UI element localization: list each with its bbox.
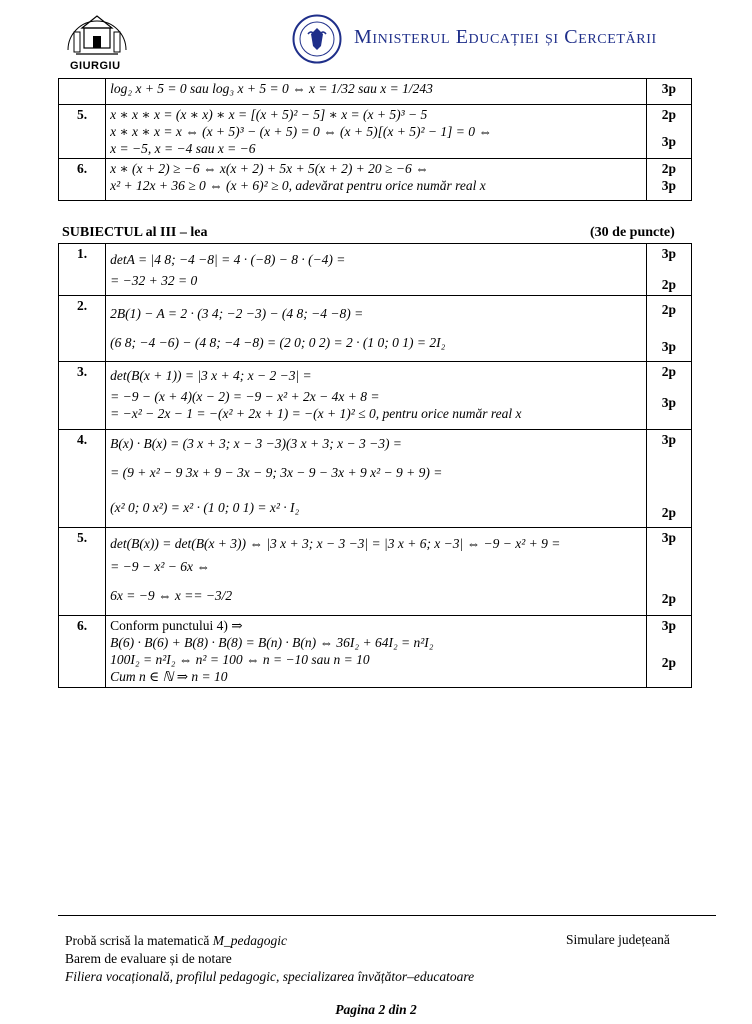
solution-line: x² + 12x + 36 ≥ 0 ⇔ (x + 6)² ≥ 0, adevărat pentru orice număr real x <box>110 178 486 193</box>
solution-line: 6x = −9 ⇔ x == −3/2 <box>110 588 233 603</box>
solution-line: B(x) · B(x) = (3 x + 3; x − 3 −3)(3 x + 3; x − 3 −3) = <box>110 436 402 451</box>
item-points <box>646 528 691 616</box>
item-points <box>646 430 691 528</box>
page-total: 2 <box>409 1002 417 1017</box>
section-title: SUBIECTUL al III – lea <box>62 225 208 240</box>
table-row <box>59 296 692 362</box>
item-solution <box>106 296 647 362</box>
points-value: 2p <box>661 505 677 520</box>
points-value: 2p <box>661 302 677 317</box>
item-points <box>646 159 691 201</box>
points-value: 3p <box>661 134 677 149</box>
solution-line: = (9 + x² − 9 3x + 9 − 3x − 9; 3x − 9 − 3x + 9 x² − 9 + 9) = <box>110 465 443 480</box>
item-number: 5. <box>59 528 106 616</box>
solution-line: = −9 − (x + 4)(x − 2) = −9 − x² + 2x − 4x + 8 = <box>110 389 380 404</box>
item-number: 6. <box>59 616 106 688</box>
footer-divider <box>58 915 716 916</box>
item-solution <box>106 430 647 528</box>
solution-line: (x² 0; 0 x²) = x² · (1 0; 0 1) = x² · I₂ <box>110 500 300 515</box>
points-value: 3p <box>661 395 677 410</box>
table-row <box>59 528 692 616</box>
solution-line: = −9 − x² − 6x ⇔ <box>110 559 210 574</box>
item-points <box>646 105 691 159</box>
solution-line: det(B(x)) = det(B(x + 3)) ⇔ |3 x + 3; x − 3 −3| = |3 x + 6; x −3| ⇔ −9 − x² + 9 = <box>110 536 561 551</box>
page-prefix: Pagina <box>335 1002 379 1017</box>
footer-line-2: Barem de evaluare și de notare <box>65 951 232 966</box>
ministry-title: Ministerul Educației și Cercetării <box>354 26 657 48</box>
page-footer <box>65 932 474 986</box>
points-value: 2p <box>661 655 677 670</box>
solution-line: x ∗ (x + 2) ≥ −6 ⇔ x(x + 2) + 5x + 5(x + 2) + 20 ≥ −6 ⇔ <box>110 161 429 176</box>
solution-line: detA = |4 8; −4 −8| = 4 · (−8) − 8 · (−4) = <box>110 252 346 267</box>
item-solution <box>106 159 647 201</box>
item-points <box>646 362 691 430</box>
item-points <box>646 296 691 362</box>
points-value: 2p <box>661 107 677 122</box>
footer-exam-label: Probă scrisă la matematică <box>65 933 213 948</box>
item-solution <box>106 528 647 616</box>
item-points <box>646 79 691 105</box>
item-number: 2. <box>59 296 106 362</box>
isj-giurgiu-logo <box>62 6 132 74</box>
item-number: 1. <box>59 244 106 296</box>
points-value: 2p <box>661 364 677 379</box>
item-solution <box>106 362 647 430</box>
page-mid: din <box>385 1002 410 1017</box>
item-solution <box>106 616 647 688</box>
points-value: 3p <box>661 339 677 354</box>
table-row <box>59 79 692 105</box>
table-row <box>59 105 692 159</box>
solution-line: x ∗ x ∗ x = (x ∗ x) ∗ x = [(x + 5)² − 5] ∗ x = (x + 5)³ − 5 <box>110 107 428 122</box>
government-crest-icon <box>292 14 342 64</box>
points-value: 3p <box>661 178 677 193</box>
points-value: 3p <box>661 530 677 545</box>
solution-line: = −x² − 2x − 1 = −(x² + 2x + 1) = −(x + 1)² ≤ 0, pentru orice număr real x <box>110 406 522 421</box>
logo-text: GIURGIU <box>70 60 121 72</box>
solution-line: Cum n ∈ ℕ ⇒ n = 10 <box>110 669 228 684</box>
footer-simulation-label: Simulare județeană <box>566 932 670 947</box>
solution-line: = −32 + 32 = 0 <box>110 273 198 288</box>
points-value: 3p <box>661 246 677 261</box>
page-number <box>0 1002 752 1018</box>
item-number: 4. <box>59 430 106 528</box>
points-value: 3p <box>661 618 677 633</box>
solution-line: Conform punctului 4) ⇒ <box>110 618 243 633</box>
page-current: 2 <box>378 1002 386 1017</box>
table-row <box>59 430 692 528</box>
solution-line: 100I₂ = n²I₂ ⇔ n² = 100 ⇔ n = −10 sau n = 10 <box>110 652 370 667</box>
item-points <box>646 616 691 688</box>
points-value: 2p <box>661 591 677 606</box>
table-row <box>59 244 692 296</box>
footer-exam-type: M_pedagogic <box>212 933 287 948</box>
points-value: 2p <box>661 277 677 292</box>
item-solution <box>106 105 647 159</box>
item-number: 6. <box>59 159 106 201</box>
page-header <box>0 0 752 76</box>
school-building-icon <box>62 6 132 62</box>
section-points: (30 de puncte) <box>590 225 675 240</box>
item-number <box>59 79 106 105</box>
top-grading-table <box>58 78 692 201</box>
solution-line: (6 8; −4 −6) − (4 8; −4 −8) = (2 0; 0 2) = 2 · (1 0; 0 1) = 2I₂ <box>110 335 446 350</box>
item-solution <box>106 244 647 296</box>
solution-line: x = −5, x = −4 sau x = −6 <box>110 141 256 156</box>
solution-line: x ∗ x ∗ x = x ⇔ (x + 5)³ − (x + 5) = 0 ⇔ (x + 5)[(x + 5)² − 1] = 0 ⇔ <box>110 124 492 139</box>
table-row <box>59 362 692 430</box>
points-value: 2p <box>661 161 677 176</box>
points-value: 3p <box>661 432 677 447</box>
points-value: 3p <box>661 81 677 96</box>
item-number: 5. <box>59 105 106 159</box>
solution-line: B(6) · B(6) + B(8) · B(8) = B(n) · B(n) ⇔ 36I₂ + 64I₂ = n²I₂ <box>110 635 434 650</box>
item-number: 3. <box>59 362 106 430</box>
solution-line: log₂ x + 5 = 0 sau log₃ x + 5 = 0 ⇔ x = 1/32 sau x = 1/243 <box>110 81 433 96</box>
main-grading-table <box>58 243 692 688</box>
table-row <box>59 159 692 201</box>
footer-line-3: Filiera vocațională, profilul pedagogic, specializarea învățător–educatoare <box>65 969 475 984</box>
footer-line-1 <box>65 932 474 950</box>
item-solution <box>106 79 647 105</box>
table-row <box>59 616 692 688</box>
solution-line: det(B(x + 1)) = |3 x + 4; x − 2 −3| = <box>110 368 312 383</box>
solution-line: 2B(1) − A = 2 · (3 4; −2 −3) − (4 8; −4 −8) = <box>110 306 364 321</box>
item-points <box>646 244 691 296</box>
